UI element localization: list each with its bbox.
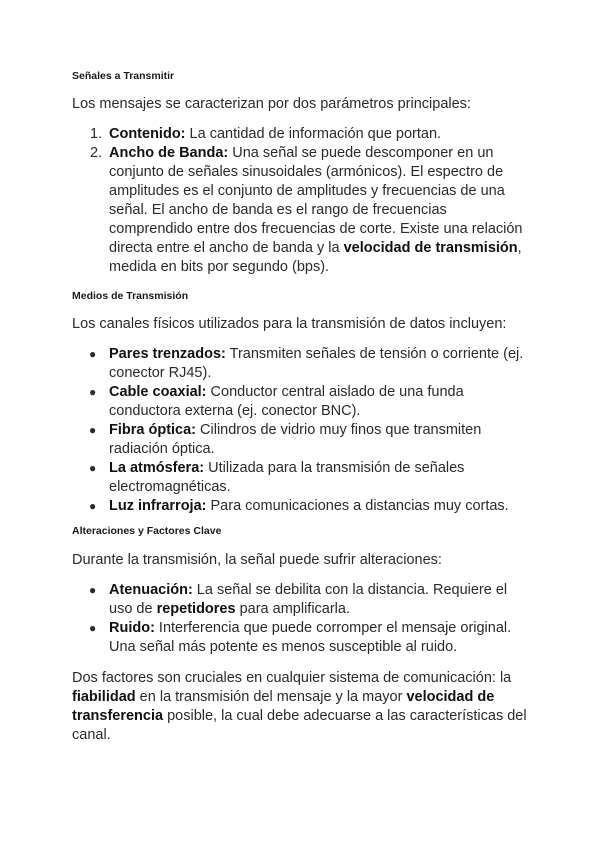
- item-text: Cilindros de vidrio muy finos que transmiten radiación óptica.: [109, 422, 482, 457]
- closing-text: posible, la cual debe adecuarse a las características del canal.: [72, 708, 527, 743]
- list-item: [72, 125, 528, 144]
- list-item: [72, 497, 528, 516]
- item-text: para amplificarla.: [235, 601, 350, 617]
- term-bold: repetidores: [156, 601, 236, 617]
- term-bold: Contenido:: [109, 126, 186, 142]
- term-bold: Atenuación:: [109, 582, 193, 598]
- bullet-icon: ●: [89, 499, 97, 513]
- item-text: Una señal se puede descomponer en un conjunto de señales sinusoidales (armónicos). El espectro de amplitudes es el conjunto de amplitudes y frecuencias de una señal. El ancho de banda es el rango de frecuencias comprendido entre dos frecuencias de corte. Existe una relación directa entre el ancho de banda y la: [109, 145, 523, 256]
- term-bold: La atmósfera:: [109, 460, 205, 476]
- item-text: Transmiten señales de tensión o corriente (ej. conector RJ45).: [109, 346, 524, 381]
- intro-alteraciones: Durante la transmisión, la señal puede sufrir alteraciones:: [72, 552, 442, 568]
- intro-medios: Los canales físicos utilizados para la transmisión de datos incluyen:: [72, 316, 507, 332]
- bullet-icon: ●: [89, 583, 97, 597]
- term-bold: Pares trenzados:: [109, 346, 226, 362]
- term-bold: velocidad de transferencia: [72, 689, 495, 724]
- term-bold: Luz infrarroja:: [109, 498, 207, 514]
- list-number: 2.: [90, 145, 103, 161]
- item-text: , medida en bits por segundo (bps).: [109, 240, 522, 275]
- list-item: [72, 619, 528, 657]
- closing-paragraph: [72, 669, 528, 745]
- list-item: [72, 459, 528, 497]
- term-bold: fiabilidad: [72, 689, 136, 705]
- heading-medios: Medios de Transmisión: [72, 290, 189, 302]
- term-bold: Cable coaxial:: [109, 384, 207, 400]
- list-item: [72, 421, 528, 459]
- heading-alteraciones: Alteraciones y Factores Clave: [72, 525, 222, 537]
- intro-senales: Los mensajes se caracterizan por dos parámetros principales:: [72, 96, 471, 112]
- item-text: Utilizada para la transmisión de señales electromagnéticas.: [109, 460, 465, 495]
- bullet-icon: ●: [89, 621, 97, 635]
- term-bold: Fibra óptica:: [109, 422, 197, 438]
- list-item: [72, 144, 528, 277]
- bullet-icon: ●: [89, 385, 97, 399]
- term-bold: velocidad de transmisión: [343, 240, 518, 256]
- list-item: [72, 581, 528, 619]
- list-item: [72, 383, 528, 421]
- closing-text: Dos factores son cruciales en cualquier sistema de comunicación: la: [72, 670, 512, 686]
- term-bold: Ancho de Banda:: [109, 145, 229, 161]
- list-item: [72, 345, 528, 383]
- closing-text: en la transmisión del mensaje y la mayor: [135, 689, 407, 705]
- term-bold: Ruido:: [109, 620, 155, 636]
- item-text: Conductor central aislado de una funda conductora externa (ej. conector BNC).: [109, 384, 464, 419]
- heading-senales: Señales a Transmitir: [72, 70, 175, 82]
- item-text: Interferencia que puede corromper el mensaje original. Una señal más potente es menos susceptible al ruido.: [109, 620, 512, 655]
- item-text: La señal se debilita con la distancia. Requiere el uso de: [109, 582, 508, 617]
- bullet-icon: ●: [89, 347, 97, 361]
- list-number: 1.: [90, 126, 103, 142]
- bullet-icon: ●: [89, 461, 97, 475]
- list-medios: [72, 345, 528, 516]
- item-text: La cantidad de información que portan.: [185, 126, 442, 142]
- bullet-icon: ●: [89, 423, 97, 437]
- item-text: Para comunicaciones a distancias muy cortas.: [206, 498, 509, 514]
- list-alteraciones: [72, 581, 528, 657]
- list-parametros: [72, 125, 528, 277]
